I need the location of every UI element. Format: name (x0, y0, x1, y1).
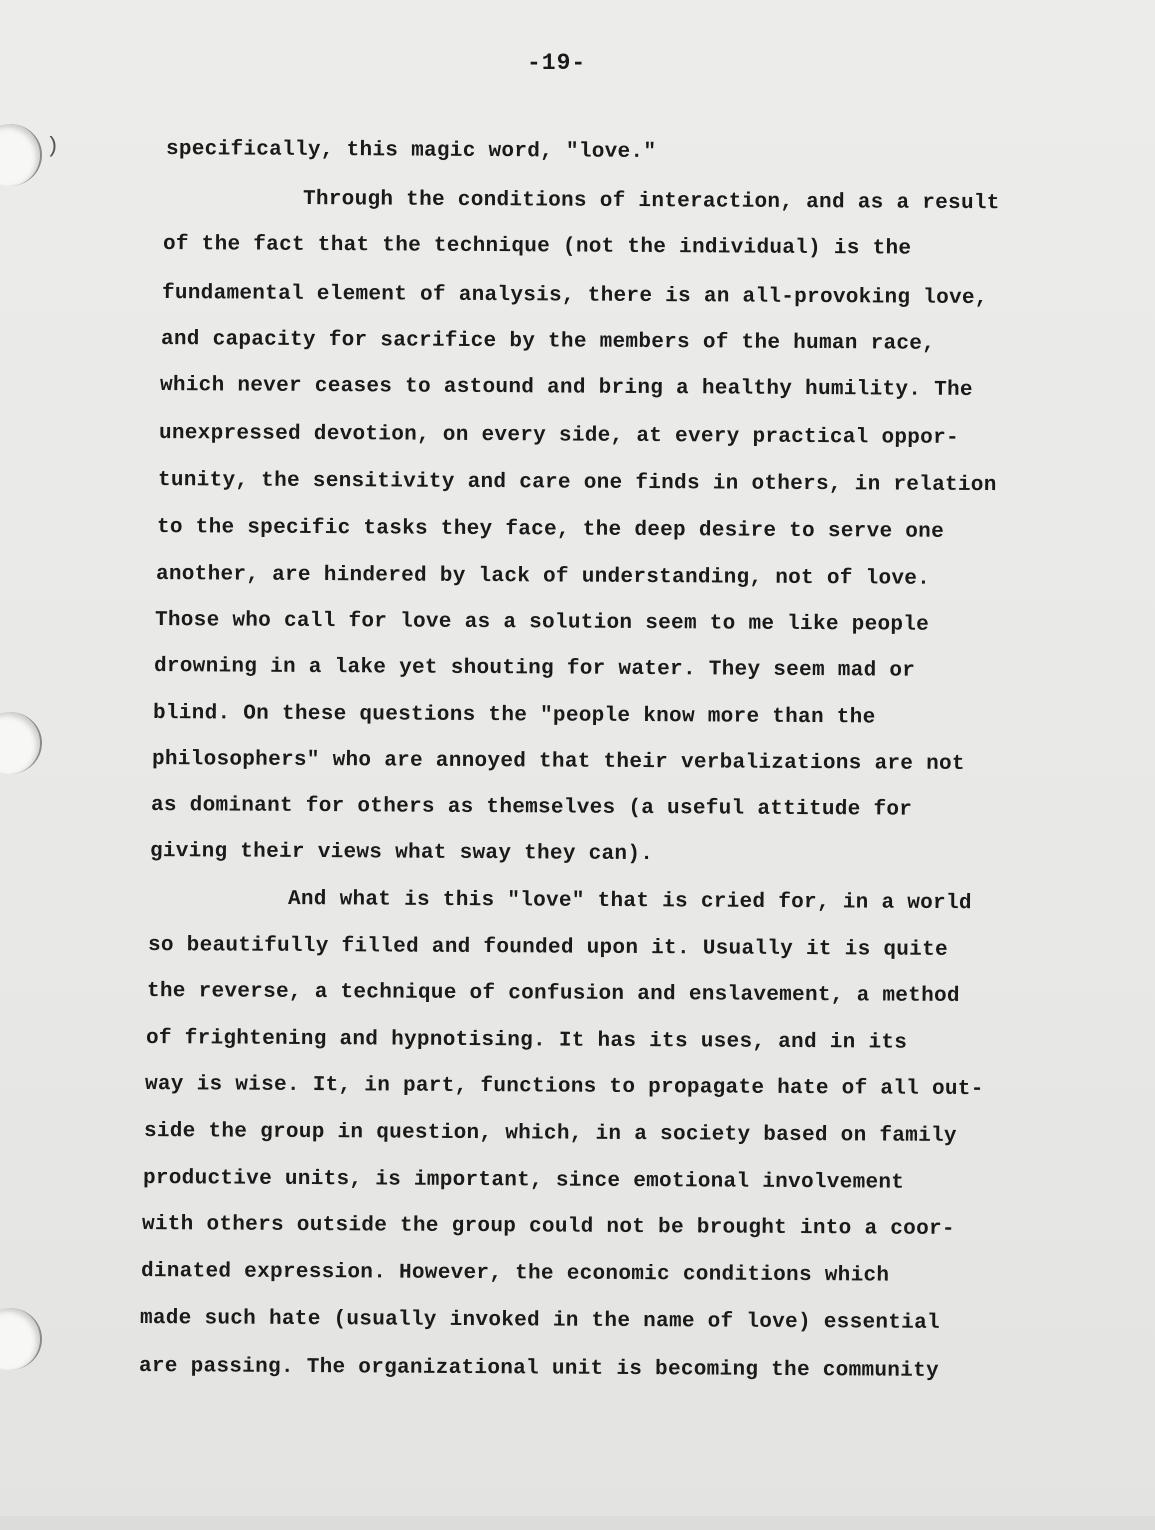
text-line-9: to the specific tasks they face, the deep desire to serve one (156, 516, 945, 544)
page-number: -19- (527, 50, 587, 76)
margin-bracket-mark: ) (46, 134, 60, 159)
text-line-12: drowning in a lake yet shouting for water. They seem mad or (153, 655, 916, 683)
text-line-1: specifically, this magic word, "love." (165, 138, 657, 164)
page-bottom-edge (0, 1516, 1155, 1530)
text-line-26: made such hate (usually invoked in the name of love) essential (139, 1307, 940, 1335)
text-line-22: side the group in question, which, in a society based on family (143, 1120, 957, 1148)
text-line-25: dinated expression. However, the economic conditions which (140, 1260, 890, 1288)
text-line-2: Through the conditions of interaction, and as a result (302, 188, 1000, 216)
punch-hole-middle (0, 712, 42, 774)
text-line-16: giving their views what sway they can). (149, 840, 654, 867)
text-line-27: are passing. The organizational unit is becoming the community (138, 1355, 939, 1383)
text-line-18: so beautifully filled and founded upon it. Usually it is quite (147, 934, 948, 962)
text-line-23: productive units, is important, since emotional involvement (142, 1167, 905, 1195)
text-line-14: philosophers" who are annoyed that their verbalizations are not (151, 748, 965, 776)
text-line-11: Those who call for love as a solution seem to me like people (154, 609, 930, 637)
punch-hole-top (0, 124, 42, 186)
text-line-20: of frightening and hypnotising. It has its uses, and in its (145, 1027, 908, 1055)
text-line-7: unexpressed devotion, on every side, at every practical oppor- (158, 422, 959, 450)
text-line-21: way is wise. It, in part, functions to propagate hate of all out- (144, 1073, 984, 1102)
text-line-15: as dominant for others as themselves (a useful attitude for (150, 794, 913, 822)
text-line-4: fundamental element of analysis, there is an all-provoking love, (161, 282, 988, 311)
text-line-8: tunity, the sensitivity and care one finds in others, in relation (157, 469, 997, 498)
text-line-17: And what is this "love" that is cried for, in a world (287, 888, 972, 916)
text-line-6: which never ceases to astound and bring a healthy humility. The (159, 374, 973, 402)
text-line-5: and capacity for sacrifice by the members of the human race, (160, 328, 936, 356)
text-line-3: of the fact that the technique (not the individual) is the (162, 233, 912, 261)
punch-hole-bottom (0, 1308, 42, 1370)
text-line-19: the reverse, a technique of confusion and enslavement, a method (146, 980, 960, 1008)
text-line-24: with others outside the group could not be brought into a coor- (141, 1213, 955, 1241)
text-line-13: blind. On these questions the "people know more than the (152, 702, 876, 730)
text-line-10: another, are hindered by lack of understanding, not of love. (155, 563, 931, 591)
